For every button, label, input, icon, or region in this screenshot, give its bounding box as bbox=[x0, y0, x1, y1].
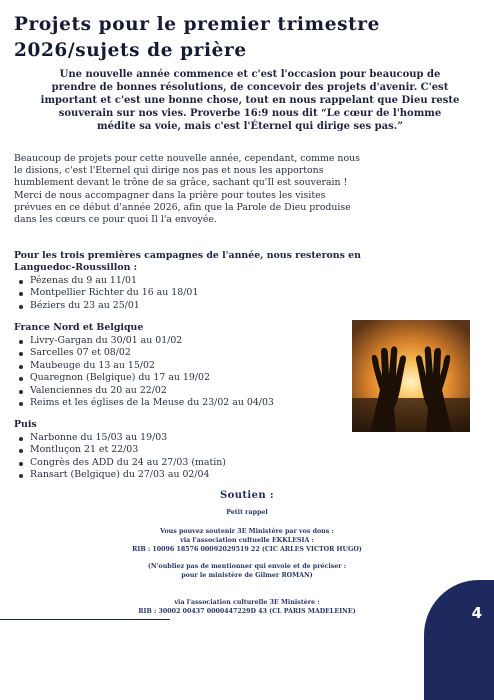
list-item: Montluçon 21 et 22/03 bbox=[14, 444, 344, 456]
footer-divider bbox=[0, 619, 170, 620]
soutien-heading: Soutien : bbox=[220, 490, 274, 501]
section-heading-puis: Puis bbox=[14, 419, 37, 430]
section-heading-france-nord: France Nord et Belgique bbox=[14, 322, 144, 333]
donation-rib-ekklesia: RIB : 10096 18576 00092029519 22 (CIC ARLES VICTOR HUGO) bbox=[132, 546, 362, 553]
list-item: Reims et les églises de la Meuse du 23/02 au 04/03 bbox=[14, 397, 344, 409]
donation-note-line-1: (N'oubliez pas de mentionner qui envoie et de préciser : bbox=[147, 563, 347, 570]
list-item: Valenciennes du 20 au 22/02 bbox=[14, 385, 344, 397]
list-item: Livry-Gargan du 30/01 au 01/02 bbox=[14, 335, 344, 347]
section-heading-languedoc: Pour les trois premières campagnes de l'année, nous resterons en Languedoc-Roussillon : bbox=[14, 250, 361, 273]
intro-paragraph: Une nouvelle année commence et c'est l'occasion pour beaucoup de prendre de bonnes résolutions, de concevoir des projets d'avenir. C'est important et c'est une bonne chose, tout en nous rappelant que Dieu reste souverain sur nos vies. Proverbe 16:9 nous dit “Le cœur de l'homme médite sa voie, mais c'est l'Éternel qui dirige ses pas.” bbox=[40, 69, 460, 132]
donation-line-3e: via l'association culturelle 3E Ministère : bbox=[174, 599, 320, 606]
list-item: Congrès des ADD du 24 au 27/03 (matin) bbox=[14, 457, 344, 469]
praying-hands-photo bbox=[352, 320, 470, 432]
list-languedoc bbox=[14, 275, 344, 312]
list-france-nord bbox=[14, 335, 344, 409]
title-line-2: 2026/sujets de prière bbox=[14, 40, 247, 61]
list-item: Ransart (Belgique) du 27/03 au 02/04 bbox=[14, 469, 344, 481]
body-text bbox=[14, 153, 364, 226]
list-item: Maubeuge du 13 au 15/02 bbox=[14, 360, 344, 372]
donation-rib-3e: RIB : 30002 00437 0000447229D 43 (CL PARIS MADELEINE) bbox=[138, 608, 356, 615]
list-item: Quaregnon (Belgique) du 17 au 19/02 bbox=[14, 372, 344, 384]
donation-info-ekklesia bbox=[40, 527, 454, 554]
title-line-1: Projets pour le premier trimestre bbox=[14, 14, 380, 35]
list-item: Pézenas du 9 au 11/01 bbox=[14, 275, 344, 287]
list-item: Narbonne du 15/03 au 19/03 bbox=[14, 432, 344, 444]
page-number: 4 bbox=[471, 604, 482, 622]
soutien-reminder: Petit rappel bbox=[226, 509, 268, 516]
donation-note-line-2: pour le ministère de Gilmer ROMAN) bbox=[181, 572, 313, 579]
body-paragraph-1: Beaucoup de projets pour cette nouvelle année, cependant, comme nous le disions, c'est l'Eternel qui dirige nos pas et nous les apportons humblement devant le trône de sa grâce, sachant qu'Il est souverain ! bbox=[14, 153, 360, 189]
donation-line-2: via l'association cultuelle EKKLESIA : bbox=[180, 537, 314, 544]
page-title bbox=[14, 12, 484, 64]
list-item: Sarcelles 07 et 08/02 bbox=[14, 347, 344, 359]
body-paragraph-2: Merci de nous accompagner dans la prière pour toutes les visites prévues en ce début d'année 2026, afin que la Parole de Dieu produise dans les cœurs ce pour quoi Il l'a envoyée. bbox=[14, 189, 351, 226]
donation-info-3e bbox=[40, 598, 454, 616]
list-item: Béziers du 23 au 25/01 bbox=[14, 300, 344, 312]
list-puis bbox=[14, 432, 344, 482]
donation-line-1: Vous pouvez soutenir 3E Ministère par vos dons : bbox=[160, 528, 334, 535]
donation-note bbox=[40, 562, 454, 580]
list-item: Montpellier Richter du 16 au 18/01 bbox=[14, 287, 344, 299]
